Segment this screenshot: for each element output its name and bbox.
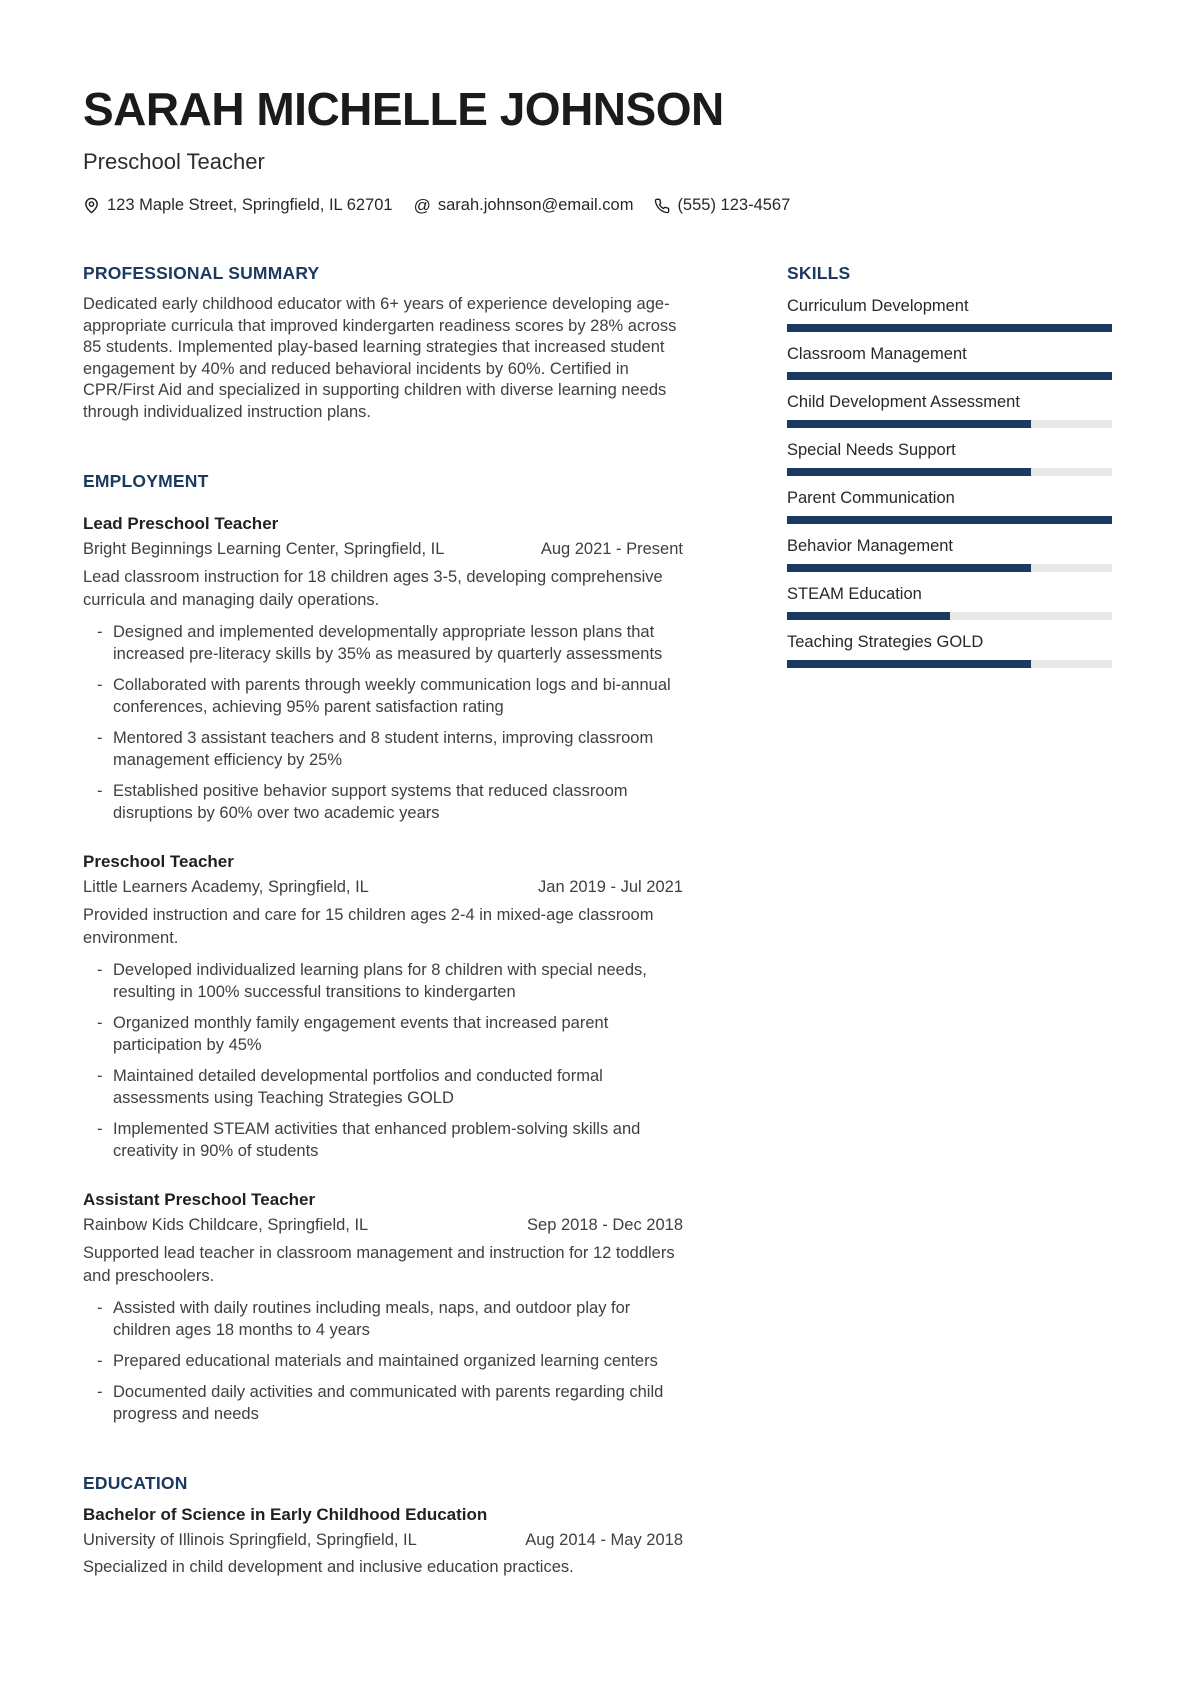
skill-label: Classroom Management <box>787 345 967 364</box>
bullet-item <box>83 780 683 824</box>
contact-address <box>83 196 393 215</box>
bullet-dash: - <box>97 1299 103 1318</box>
skill-label: Teaching Strategies GOLD <box>787 633 984 652</box>
job-description: Lead classroom instruction for 18 children ages 3-5, developing comprehensive curricula and managing daily operations. <box>83 568 663 610</box>
skill-bar-fill <box>787 468 1031 476</box>
skill-bar-track <box>787 324 1112 332</box>
education-dates: Aug 2014 - May 2018 <box>525 1531 683 1550</box>
skill-bar-track <box>787 516 1112 524</box>
skill-label: Parent Communication <box>787 489 955 508</box>
job-bullets <box>83 621 683 824</box>
skill-bar-track <box>787 420 1112 428</box>
company-name: Bright Beginnings Learning Center, Springfield, IL <box>83 540 445 559</box>
skill-label: Curriculum Development <box>787 297 969 316</box>
job-title: Preschool Teacher <box>83 852 234 872</box>
job-bullets <box>83 1297 683 1425</box>
bullet-text: Designed and implemented developmentally appropriate lesson plans that increased pre-literacy skills by 35% as measured by quarterly assessments <box>113 623 663 664</box>
bullet-item <box>83 621 683 665</box>
section-employment <box>83 470 683 1425</box>
skill-bar-fill <box>787 612 950 620</box>
bullet-dash: - <box>97 1383 103 1402</box>
bullet-item <box>83 1118 683 1162</box>
email-at-icon: @ <box>413 196 431 216</box>
job-entry <box>83 851 683 1162</box>
job-title: Assistant Preschool Teacher <box>83 1190 316 1210</box>
bullet-item <box>83 1381 683 1425</box>
skill-bar-fill <box>787 660 1031 668</box>
skill-item <box>787 487 1112 524</box>
contact-row <box>83 196 1112 215</box>
bullet-text: Documented daily activities and communicated with parents regarding child progress and needs <box>113 1383 664 1424</box>
skill-bar-fill <box>787 420 1031 428</box>
bullet-dash: - <box>97 1120 103 1139</box>
bullet-text: Maintained detailed developmental portfolios and conducted formal assessments using Teaching Strategies GOLD <box>113 1067 603 1108</box>
phone-text: (555) 123-4567 <box>677 196 791 215</box>
bullet-item <box>83 959 683 1003</box>
skill-bar-track <box>787 564 1112 572</box>
job-bullets <box>83 959 683 1162</box>
bullet-dash: - <box>97 1014 103 1033</box>
section-education <box>83 1472 683 1579</box>
bullet-item <box>83 674 683 718</box>
job-description: Provided instruction and care for 15 children ages 2-4 in mixed-age classroom environment. <box>83 906 654 948</box>
bullet-text: Prepared educational materials and maintained organized learning centers <box>113 1352 658 1371</box>
bullet-dash: - <box>97 676 103 695</box>
job-dates: Sep 2018 - Dec 2018 <box>527 1216 683 1235</box>
skill-bar-track <box>787 372 1112 380</box>
main-column <box>83 262 683 1579</box>
section-professional-summary <box>83 262 683 423</box>
bullet-item <box>83 1350 683 1372</box>
bullet-text: Established positive behavior support systems that reduced classroom disruptions by 60% over two academic years <box>113 782 628 823</box>
skill-label: Child Development Assessment <box>787 393 1020 412</box>
skill-bar-track <box>787 660 1112 668</box>
bullet-text: Collaborated with parents through weekly communication logs and bi-annual conferences, achieving 95% parent satisfaction rating <box>113 676 671 717</box>
company-row <box>83 1214 683 1237</box>
person-job-title: Preschool Teacher <box>83 149 265 174</box>
bullet-dash: - <box>97 729 103 748</box>
bullet-item <box>83 1297 683 1341</box>
skill-item <box>787 535 1112 572</box>
school-row <box>83 1529 683 1552</box>
skill-bar-fill <box>787 516 1112 524</box>
skill-item <box>787 343 1112 380</box>
employment-heading: EMPLOYMENT <box>83 471 209 492</box>
bullet-dash: - <box>97 782 103 801</box>
bullet-dash: - <box>97 961 103 980</box>
degree-title: Bachelor of Science in Early Childhood Education <box>83 1505 488 1525</box>
address-text: 123 Maple Street, Springfield, IL 62701 <box>107 196 393 215</box>
job-dates: Jan 2019 - Jul 2021 <box>538 878 683 897</box>
summary-heading: PROFESSIONAL SUMMARY <box>83 263 320 284</box>
skill-label: STEAM Education <box>787 585 922 604</box>
skill-item <box>787 391 1112 428</box>
job-dates: Aug 2021 - Present <box>540 540 683 559</box>
bullet-text: Developed individualized learning plans for 8 children with special needs, resulting in 100% successful transitions to kindergarten <box>113 961 647 1002</box>
skills-heading: SKILLS <box>787 263 851 284</box>
bullet-text: Assisted with daily routines including meals, naps, and outdoor play for children ages 18 months to 4 years <box>113 1299 631 1340</box>
company-name: Rainbow Kids Childcare, Springfield, IL <box>83 1216 369 1235</box>
school-name: University of Illinois Springfield, Springfield, IL <box>83 1531 417 1550</box>
company-row <box>83 876 683 899</box>
phone-icon <box>654 198 670 214</box>
company-row <box>83 538 683 561</box>
skill-label: Special Needs Support <box>787 441 956 460</box>
bullet-item <box>83 1012 683 1056</box>
email-text: sarah.johnson@email.com <box>437 196 634 215</box>
resume-header <box>83 83 1112 216</box>
skill-bar-track <box>787 612 1112 620</box>
summary-text: Dedicated early childhood educator with 6+ years of experience developing age-appropriate curricula that improved kindergarten readiness scores by 28% across 85 students. Implemented play-based learning strategies that increased student engagement by 40% and reduced behavioral incidents by 60%. Certified in CPR/First Aid and specialized in supporting children with diverse learning needs through individualized instruction plans. <box>83 295 677 421</box>
education-description: Specialized in child development and inclusive education practices. <box>83 1558 574 1577</box>
bullet-text: Implemented STEAM activities that enhanced problem-solving skills and creativity in 90% of students <box>113 1120 641 1161</box>
bullet-dash: - <box>97 1067 103 1086</box>
education-heading: EDUCATION <box>83 1473 188 1494</box>
job-description: Supported lead teacher in classroom management and instruction for 12 toddlers and preschoolers. <box>83 1244 675 1286</box>
location-pin-icon <box>83 197 100 214</box>
skill-item <box>787 439 1112 476</box>
skill-label: Behavior Management <box>787 537 954 556</box>
job-entry <box>83 1189 683 1425</box>
skill-bar-track <box>787 468 1112 476</box>
columns <box>83 262 1112 1579</box>
bullet-dash: - <box>97 623 103 642</box>
bullet-text: Organized monthly family engagement events that increased parent participation by 45% <box>113 1014 609 1055</box>
bullet-text: Mentored 3 assistant teachers and 8 student interns, improving classroom management efficiency by 25% <box>113 729 654 770</box>
job-title: Lead Preschool Teacher <box>83 514 279 534</box>
contact-phone <box>654 196 790 215</box>
skill-item <box>787 631 1112 668</box>
skill-item <box>787 583 1112 620</box>
skill-bar-fill <box>787 564 1031 572</box>
job-entry <box>83 513 683 824</box>
bullet-item <box>83 1065 683 1109</box>
contact-email <box>414 196 634 215</box>
bullet-dash: - <box>97 1352 103 1371</box>
skill-bar-fill <box>787 372 1112 380</box>
company-name: Little Learners Academy, Springfield, IL <box>83 878 369 897</box>
skill-item <box>787 295 1112 332</box>
bullet-item <box>83 727 683 771</box>
person-name: SARAH MICHELLE JOHNSON <box>83 83 724 135</box>
skills-column <box>787 262 1112 1579</box>
skill-bar-fill <box>787 324 1112 332</box>
